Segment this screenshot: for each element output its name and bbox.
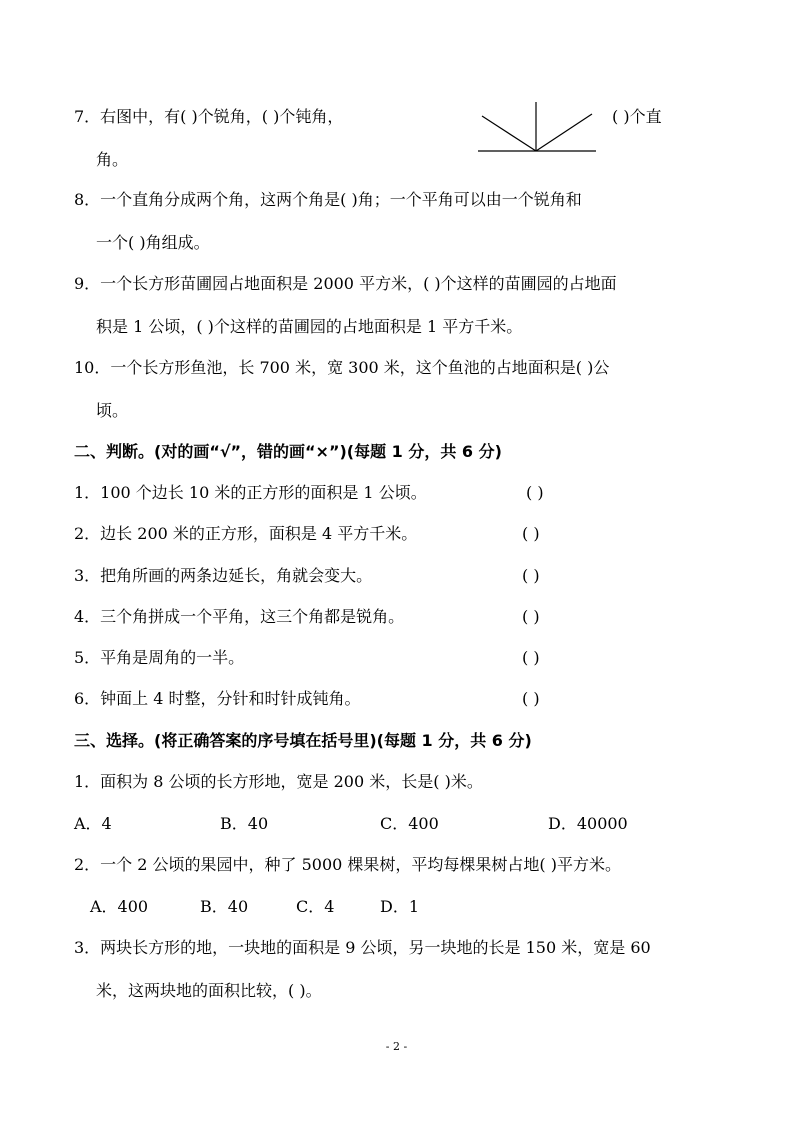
choice-q2-option-c: C．4	[296, 897, 335, 916]
judge-paren-1: ( )	[526, 483, 544, 502]
judge-paren-6: ( )	[522, 689, 540, 708]
q7-line1-tail: ( )个直	[612, 107, 662, 126]
judge-paren-3: ( )	[522, 566, 540, 585]
section3-title: 三、选择。(将正确答案的序号填在括号里)(每题 1 分，共 6 分)	[74, 731, 532, 750]
choice-q3-line1: 3．两块长方形的地，一块地的面积是 9 公顷，另一块地的长是 150 米，宽是 60	[74, 938, 651, 957]
judge-item-4: 4．三个角拼成一个平角，这三个角都是锐角。	[74, 607, 405, 626]
judge-item-6: 6．钟面上 4 时整，分针和时针成钝角。	[74, 689, 361, 708]
choice-q2-option-d: D．1	[380, 897, 420, 916]
q7-line2: 角。	[96, 150, 129, 169]
judge-item-1: 1．100 个边长 10 米的正方形的面积是 1 公顷。	[74, 483, 427, 502]
q9-line1: 9．一个长方形苗圃园占地面积是 2000 平方米，( )个这样的苗圃园的占地面	[74, 274, 617, 293]
q8-line1: 8．一个直角分成两个角，这两个角是( )角；一个平角可以由一个锐角和	[74, 190, 582, 209]
choice-q2-option-a: A．400	[90, 897, 149, 916]
choice-q1-option-c: C．400	[380, 814, 439, 833]
choice-q2-stem: 2．一个 2 公顷的果园中，种了 5000 棵果树，平均每棵果树占地( )平方米。	[74, 855, 621, 874]
judge-item-5: 5．平角是周角的一半。	[74, 648, 245, 667]
angle-ray-right	[536, 114, 592, 151]
q10-line1: 10．一个长方形鱼池，长 700 米，宽 300 米，这个鱼池的占地面积是( )公	[74, 358, 610, 377]
choice-q2-option-b: B．40	[200, 897, 249, 916]
choice-q1-option-d: D．40000	[548, 814, 628, 833]
choice-q1-stem: 1．面积为 8 公顷的长方形地，宽是 200 米，长是( )米。	[74, 772, 483, 791]
choice-q1-option-b: B．40	[220, 814, 269, 833]
page-number: - 2 -	[385, 1040, 408, 1053]
q9-line2: 积是 1 公顷，( )个这样的苗圃园的占地面积是 1 平方千米。	[96, 317, 523, 336]
judge-paren-5: ( )	[522, 648, 540, 667]
q10-line2: 顷。	[96, 401, 129, 420]
angle-figure	[474, 100, 604, 160]
angle-ray-left	[482, 116, 536, 151]
q7-line1: 7．右图中，有( )个锐角，( )个钝角，	[74, 107, 344, 126]
choice-q3-line2: 米，这两块地的面积比较，( )。	[96, 981, 322, 1000]
judge-paren-2: ( )	[522, 524, 540, 543]
judge-item-2: 2．边长 200 米的正方形，面积是 4 平方千米。	[74, 524, 418, 543]
choice-q1-option-a: A．4	[74, 814, 112, 833]
q8-line2: 一个( )角组成。	[96, 233, 210, 252]
judge-item-3: 3．把角所画的两条边延长，角就会变大。	[74, 566, 373, 585]
judge-paren-4: ( )	[522, 607, 540, 626]
section2-title: 二、判断。(对的画“√”，错的画“×”)(每题 1 分，共 6 分)	[74, 442, 502, 461]
